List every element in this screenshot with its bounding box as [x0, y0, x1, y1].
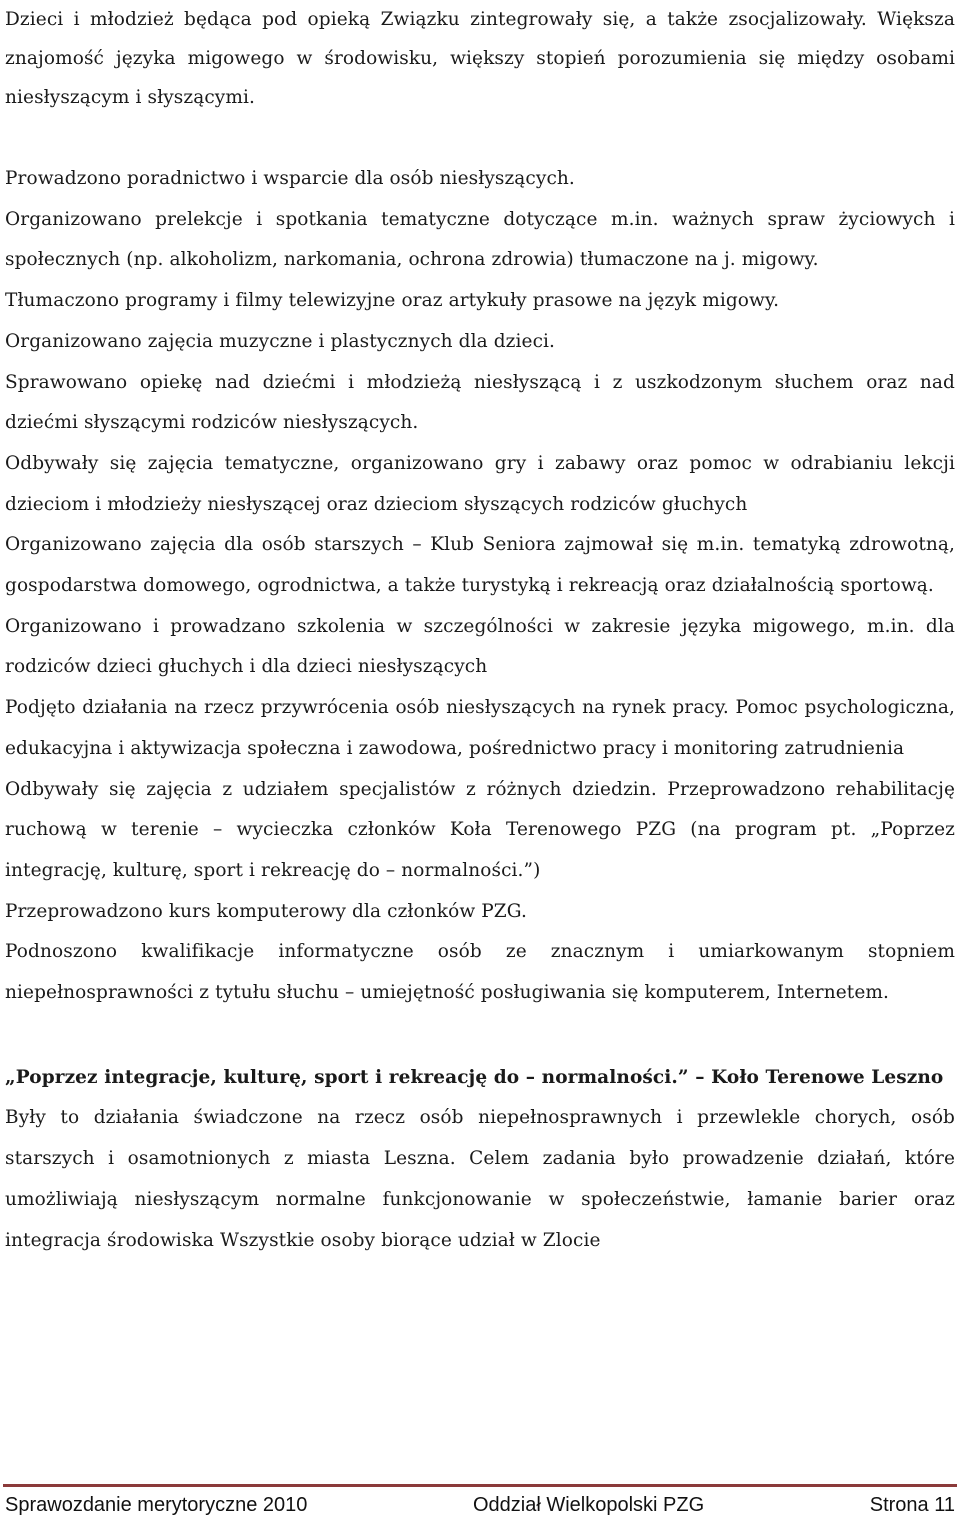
footer-page-number: Strona 11 — [869, 1494, 955, 1516]
paragraph-sign-language-training: Organizowano i prowadzano szkolenia w szczególności w zakresie języka migowego, m.in. dla rodziców dzieci głuchych i dla dzieci niesłyszących — [5, 615, 955, 678]
paragraph-translation: Tłumaczono programy i filmy telewizyjne oraz artykuły prasowe na język migowy. — [5, 290, 780, 312]
section-heading: „Poprzez integracje, kulturę, sport i rekreację do – normalności.” – Koło Terenowe Leszno — [5, 1066, 944, 1088]
paragraph-music-classes: Organizowano zajęcia muzyczne i plastycznych dla dzieci. — [5, 330, 556, 352]
spacer — [5, 1014, 955, 1058]
document-page — [5, 0, 955, 1261]
footer-divider — [3, 1484, 957, 1487]
paragraph-computer-course: Przeprowadzono kurs komputerowy dla członków PZG. — [5, 900, 527, 922]
section-body: Były to działania świadczone na rzecz osób niepełnosprawnych i przewlekle chorych, osób starszych i osamotnionych z miasta Leszna. Celem zadania było prowadzenie działań, które umożliwiają niesłyszącym normalne funkcjonowanie w społeczeństwie, łamanie barier oraz integracja środowiska Wszystkie osoby biorące udział w Zlocie — [5, 1107, 955, 1251]
paragraph-thematic-classes: Odbywały się zajęcia tematyczne, organizowano gry i zabawy oraz pomoc w odrabianiu lekcji dzieciom i młodzieży niesłyszącej oraz dzieciom słyszących rodziców głuchych — [5, 452, 955, 515]
paragraph-lectures: Organizowano prelekcje i spotkania tematyczne dotyczące m.in. ważnych spraw życiowych i społecznych (np. alkoholizm, narkomania, ochrona zdrowia) tłumaczone na j. migowy. — [5, 208, 955, 271]
spacer — [5, 117, 955, 159]
footer-report-title: Sprawozdanie merytoryczne 2010 — [5, 1494, 308, 1516]
intro-paragraph: Dzieci i młodzież będąca pod opieką Związku zintegrowały się, a także zsocjalizowały. Większa znajomość języka migowego w środowisku, większy stopień porozumienia się między osobami niesłyszącym i słyszącymi. — [5, 9, 955, 108]
paragraph-it-skills: Podnoszono kwalifikacje informatyczne osób ze znacznym i umiarkowanym stopniem niepełnosprawności z tytułu słuchu – umiejętność posługiwania się komputerem, Internetem. — [5, 941, 955, 1004]
paragraph-childcare: Sprawowano opiekę nad dziećmi i młodzieżą niesłyszącą i z uszkodzonym słuchem oraz nad dziećmi słyszącymi rodziców niesłyszących. — [5, 371, 955, 434]
paragraph-labour-market: Podjęto działania na rzecz przywrócenia osób niesłyszących na rynek pracy. Pomoc psychologiczna, edukacyjna i aktywizacja społeczna i zawodowa, pośrednictwo pracy i monitoring zatrudnienia — [5, 697, 955, 759]
paragraph-seniors-club: Organizowano zajęcia dla osób starszych – Klub Seniora zajmował się m.in. tematyką zdrowotną, gospodarstwa domowego, ogrodnictwa, a także turystyką i rekreacją oraz działalnością sportową. — [5, 534, 955, 597]
page-footer — [5, 1494, 955, 1517]
paragraph-specialists: Odbywały się zajęcia z udziałem specjalistów z różnych dziedzin. Przeprowadzono rehabilitację ruchową w terenie – wycieczka członków Koła Terenowego PZG (na program pt. „Poprzez integrację, kulturę, sport i rekreację do – normalności.”) — [5, 778, 955, 881]
footer-branch-name: Oddział Wielkopolski PZG — [472, 1494, 705, 1516]
paragraph-counselling: Prowadzono poradnictwo i wsparcie dla osób niesłyszących. — [5, 168, 575, 189]
